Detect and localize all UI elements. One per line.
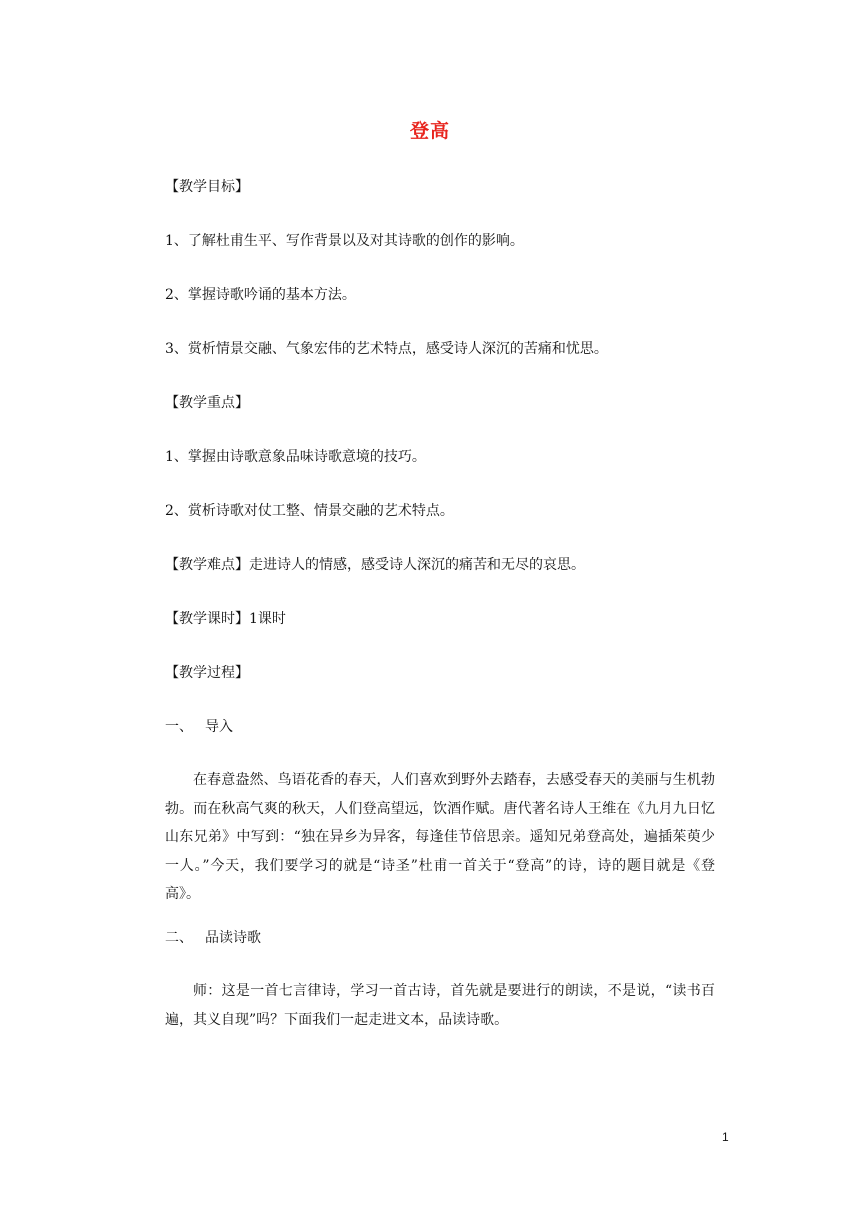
difficulty-line: 【教学难点】走进诗人的情感，感受诗人深沉的痛苦和无尽的哀思。	[165, 557, 585, 573]
intro-paragraph: 在春意盎然、鸟语花香的春天，人们喜欢到野外去踏春，去感受春天的美丽与生机勃勃。而在秋高气爽的秋天，人们登高望远，饮酒作赋。唐代著名诗人王维在《九月九日忆山东兄弟》中写到：“独在异乡为异客，每逢佳节倍思亲。遥知兄弟登高处，遍插茱萸少一人。”今天，我们要学习的就是“诗圣”杜甫一首关于“登高”的诗，诗的题目就是《登高》。	[165, 772, 715, 902]
process-heading: 【教学过程】	[165, 665, 249, 681]
section-2-heading	[165, 928, 261, 948]
section-1-number: 一、	[165, 719, 193, 735]
section-2-title: 品读诗歌	[205, 930, 261, 946]
key-point-item-1: 1、掌握由诗歌意象品味诗歌意境的技巧。	[165, 449, 426, 465]
page-number: 1	[722, 1130, 729, 1144]
key-point-item-2: 2、赏析诗歌对仗工整、情景交融的艺术特点。	[165, 503, 454, 519]
objective-item-1: 1、了解杜甫生平、写作背景以及对其诗歌的创作的影响。	[165, 233, 524, 249]
objective-item-2: 2、掌握诗歌吟诵的基本方法。	[165, 287, 356, 303]
section-1-heading	[165, 717, 233, 737]
hours-line: 【教学课时】1课时	[165, 611, 286, 627]
section-2-number: 二、	[165, 930, 193, 946]
document-title: 登高	[409, 120, 450, 142]
teacher-paragraph: 师：这是一首七言律诗，学习一首古诗，首先就是要进行的朗读，不是说，“读书百遍，其义自现”吗？下面我们一起走进文本，品读诗歌。	[165, 983, 715, 1028]
key-points-heading: 【教学重点】	[165, 395, 249, 411]
objective-item-3: 3、赏析情景交融、气象宏伟的艺术特点，感受诗人深沉的苦痛和忧思。	[165, 341, 608, 357]
section-1-title: 导入	[205, 719, 233, 735]
objectives-heading: 【教学目标】	[165, 179, 249, 195]
